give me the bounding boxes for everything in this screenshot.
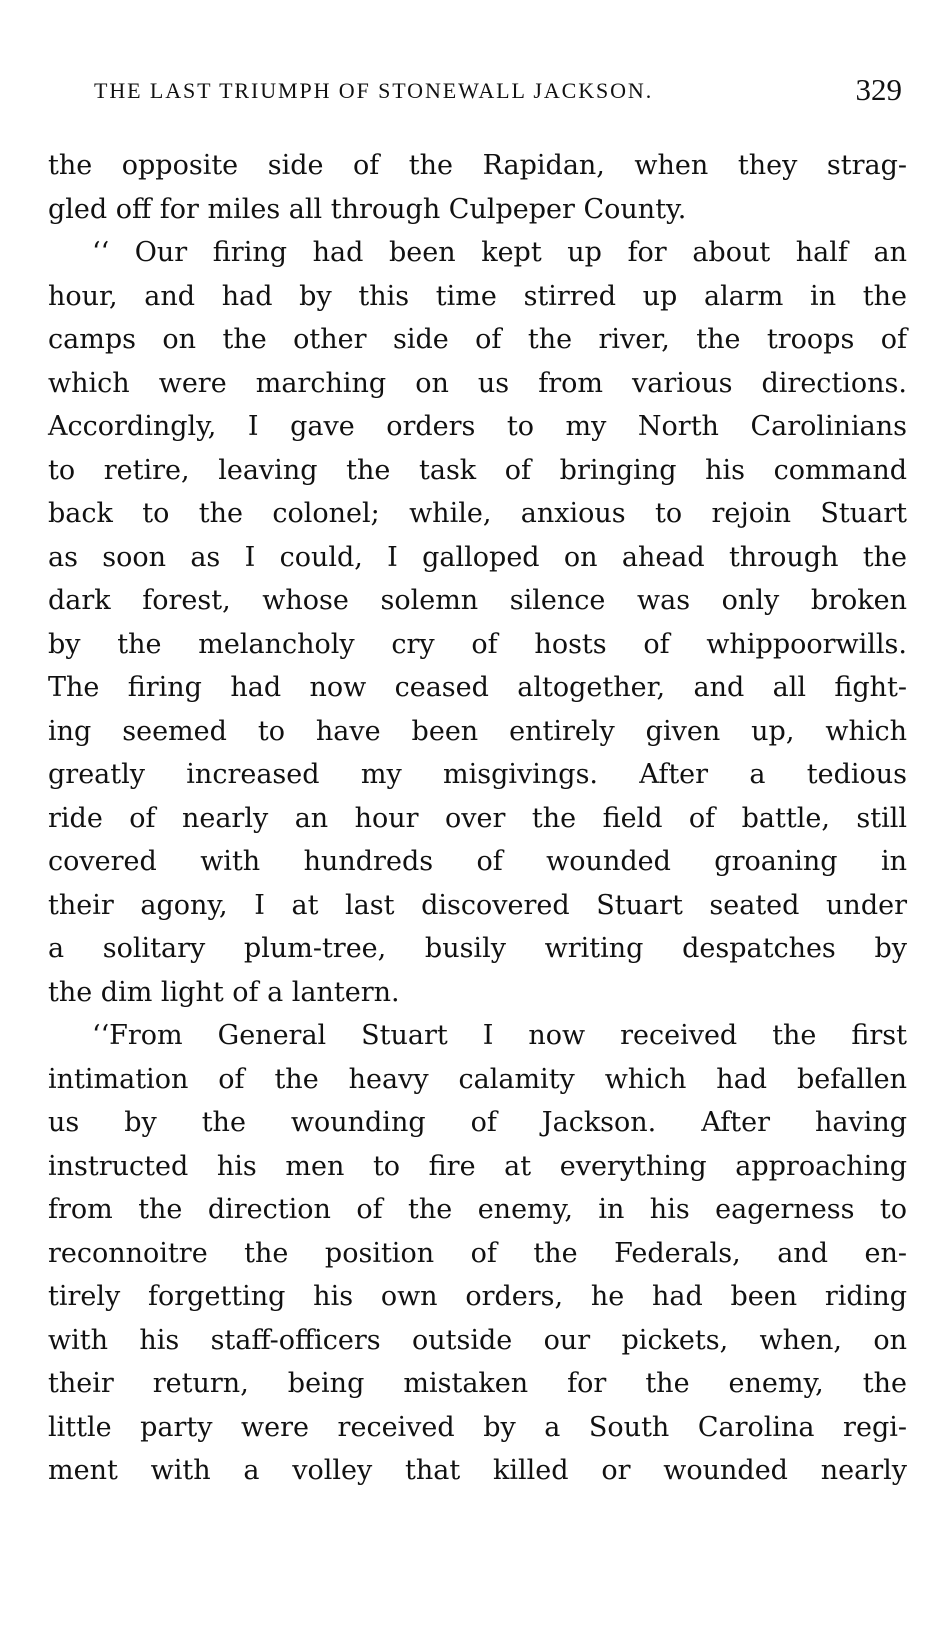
text-line: by the melancholy cry of hosts of whippoorwills. <box>48 628 907 660</box>
text-line: the dim light of a lantern. <box>48 976 400 1008</box>
text-line: as soon as I could, I galloped on ahead through the <box>48 541 907 573</box>
paragraph-2 <box>48 231 907 1014</box>
page-number: 329 <box>855 72 902 107</box>
text-line: ‘‘From General Stuart I now received the first <box>92 1020 907 1051</box>
text-line: covered with hundreds of wounded groaning in <box>48 846 907 877</box>
text-line: which were marching on us from various directions. <box>48 367 907 399</box>
running-head <box>94 74 902 118</box>
text-line: Accordingly, I gave orders to my North Carolinians <box>48 411 907 442</box>
text-line: ride of nearly an hour over the field of battle, still <box>48 802 907 834</box>
text-line: a solitary plum-tree, busily writing despatches by <box>48 933 907 964</box>
text-line: instructed his men to fire at everything approaching <box>48 1150 907 1182</box>
text-line: dark forest, whose solemn silence was only broken <box>48 585 907 616</box>
text-line: little party were received by a South Carolina regi- <box>48 1411 907 1443</box>
text-line: camps on the other side of the river, the troops of <box>48 324 907 355</box>
text-line: with his staff-officers outside our pickets, when, on <box>48 1324 907 1356</box>
text-line: gled off for miles all through Culpeper County. <box>48 193 687 225</box>
text-line: The firing had now ceased altogether, and all fight- <box>48 672 907 703</box>
text-line: ment with a volley that killed or wounded nearly <box>48 1455 907 1486</box>
paragraph-1 <box>48 144 907 231</box>
body-text <box>48 144 907 1493</box>
text-line: their agony, I at last discovered Stuart seated under <box>48 889 907 921</box>
text-line: from the direction of the enemy, in his eagerness to <box>48 1194 907 1225</box>
text-line: ing seemed to have been entirely given up, which <box>48 715 907 747</box>
text-line: ‘‘ Our firing had been kept up for about half an <box>92 237 907 268</box>
text-line: reconnoitre the position of the Federals, and en- <box>48 1237 907 1269</box>
text-line: back to the colonel; while, anxious to rejoin Stuart <box>48 498 907 529</box>
text-line: hour, and had by this time stirred up alarm in the <box>48 280 907 312</box>
text-line: the opposite side of the Rapidan, when they strag- <box>48 150 907 181</box>
text-line: us by the wounding of Jackson. After having <box>48 1107 907 1138</box>
text-line: greatly increased my misgivings. After a tedious <box>48 759 907 790</box>
text-line: tirely forgetting his own orders, he had been riding <box>48 1281 907 1312</box>
text-line: to retire, leaving the task of bringing his command <box>48 454 907 486</box>
paragraph-3 <box>48 1014 907 1493</box>
running-title: THE LAST TRIUMPH OF STONEWALL JACKSON. <box>94 78 654 103</box>
text-line: intimation of the heavy calamity which had befallen <box>48 1063 907 1095</box>
text-line: their return, being mistaken for the enemy, the <box>48 1368 907 1399</box>
